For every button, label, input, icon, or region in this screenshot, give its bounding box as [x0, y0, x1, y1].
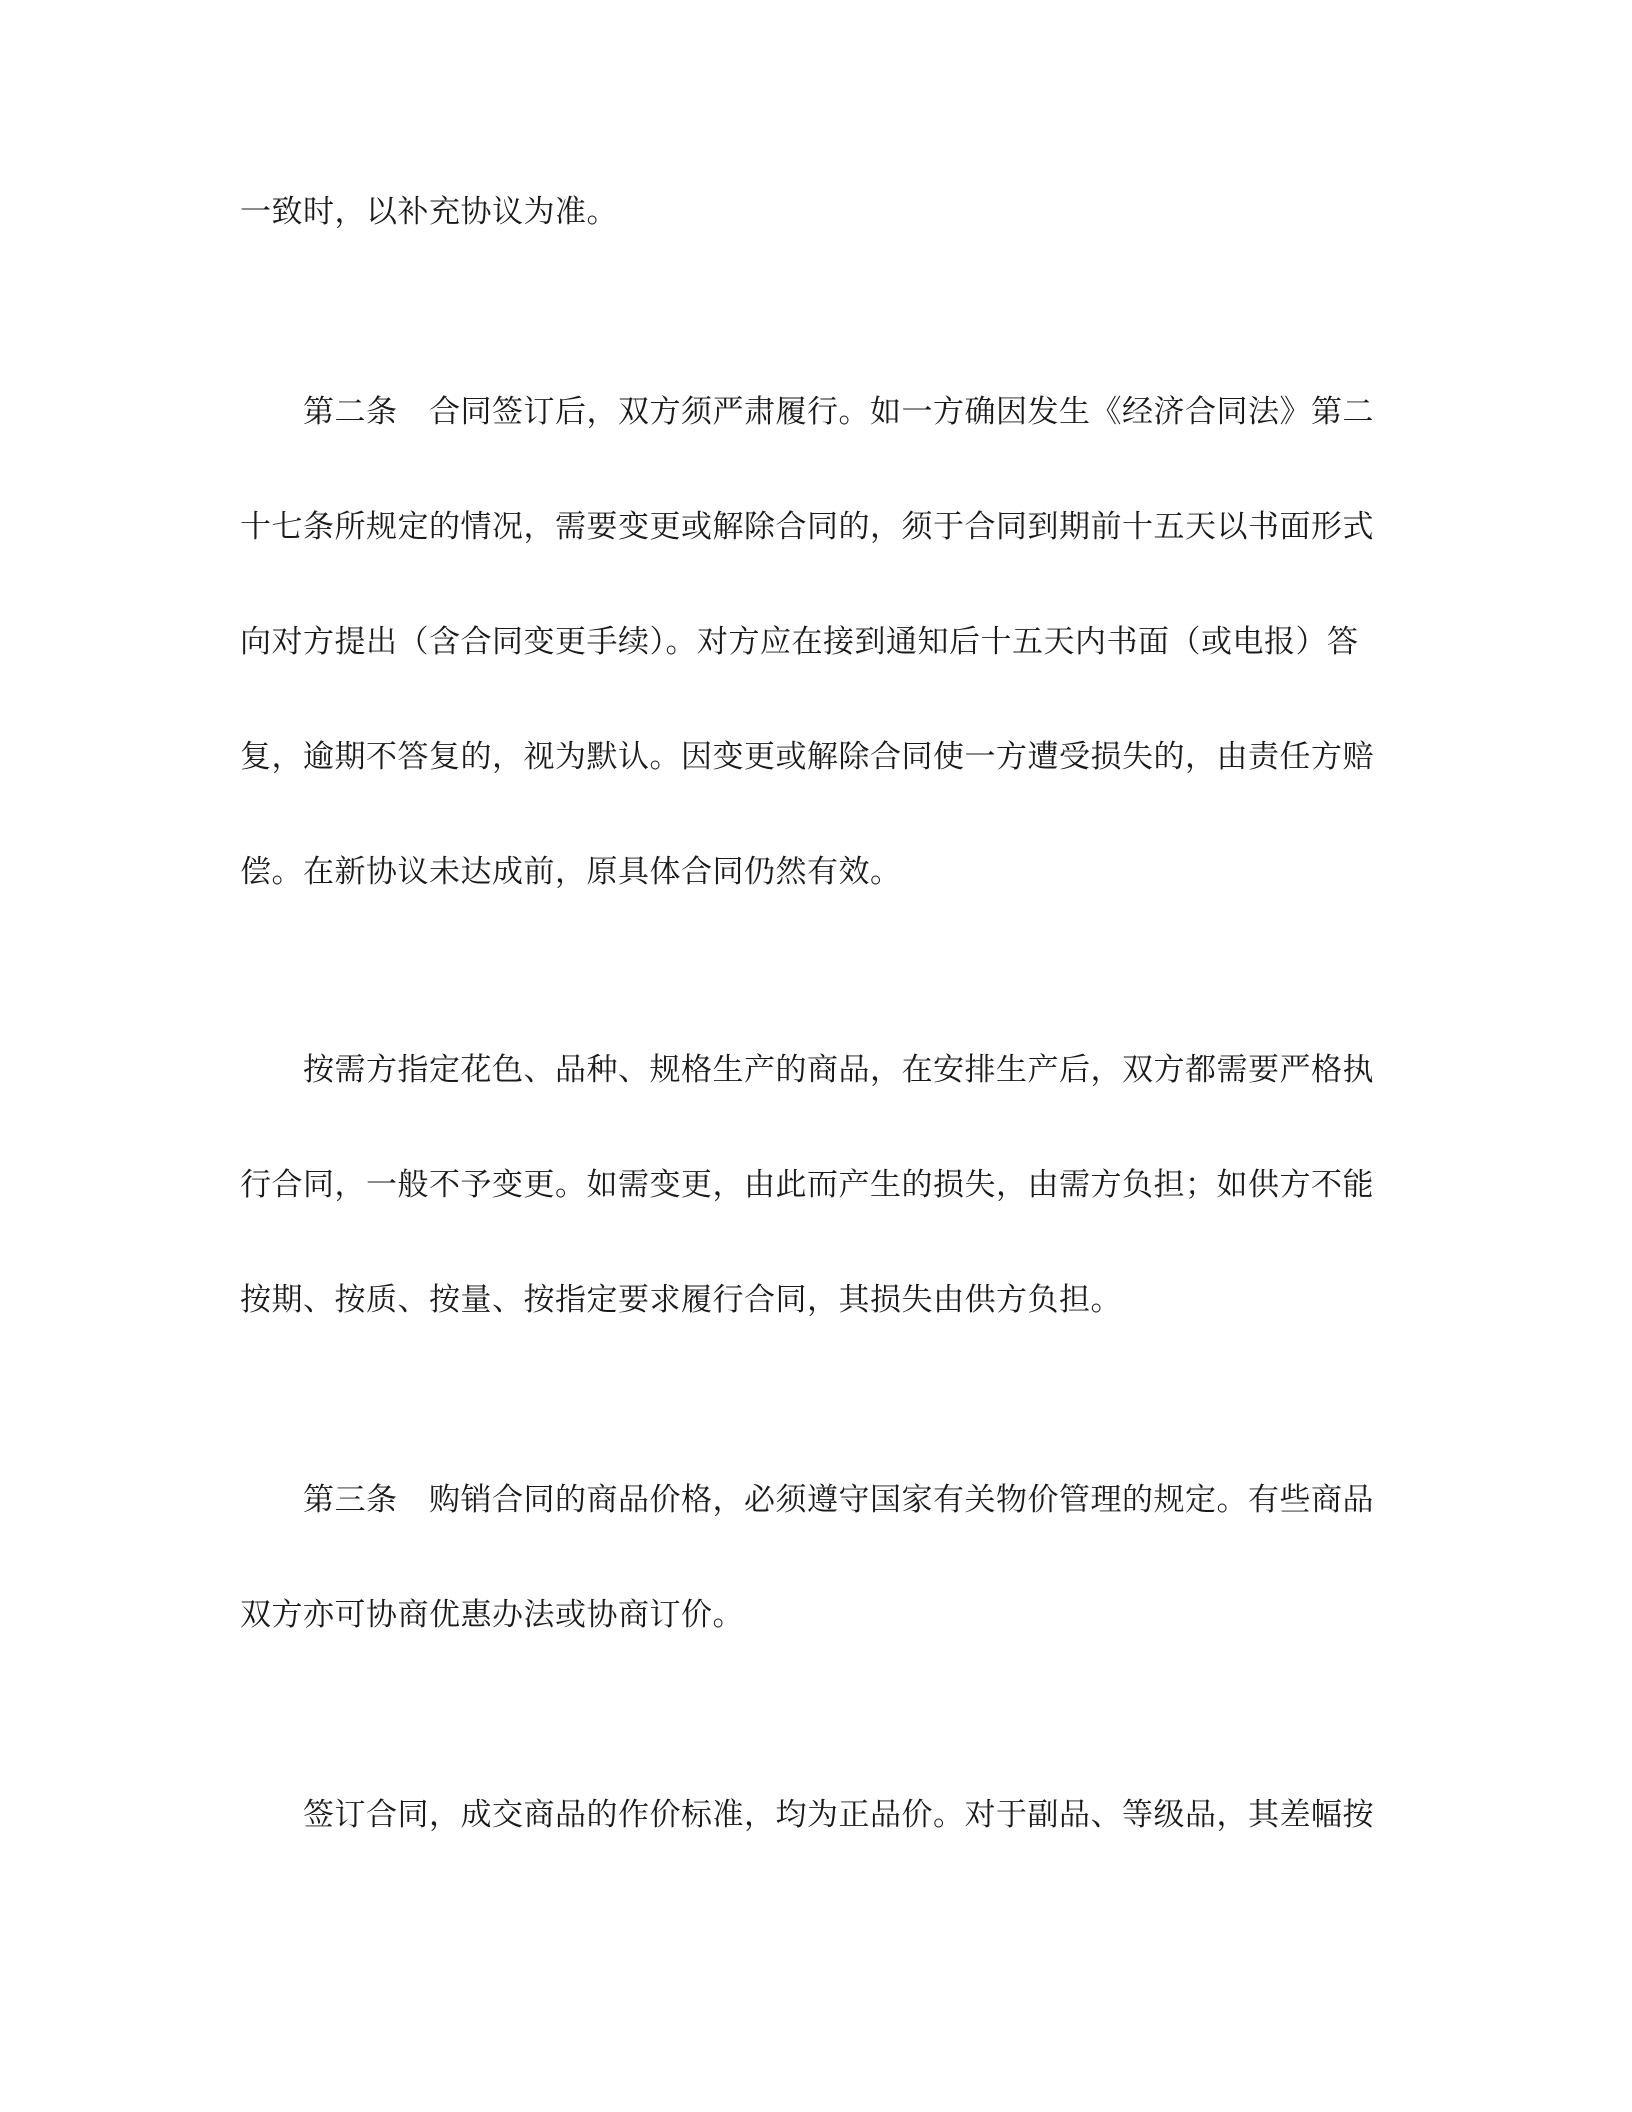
paragraph-pricing-standard [240, 1758, 1380, 1873]
paragraph-line: 一致时，以补充协议为准。 [240, 194, 618, 230]
paragraph-custom-production [240, 1013, 1380, 1358]
paragraph-line: 按期、按质、按量、按指定要求履行合同，其损失由供方负担。 [240, 1282, 1122, 1318]
paragraph-line: 第三条 购销合同的商品价格，必须遵守国家有关物价管理的规定。有些商品 [240, 1482, 1374, 1518]
paragraph-line: 复，逾期不答复的，视为默认。因变更或解除合同使一方遭受损失的，由责任方赔 [240, 739, 1374, 775]
paragraph-article-3 [240, 1443, 1380, 1673]
paragraph-line: 偿。在新协议未达成前，原具体合同仍然有效。 [240, 854, 902, 890]
paragraph-line: 十七条所规定的情况，需要变更或解除合同的，须于合同到期前十五天以书面形式 [240, 509, 1374, 545]
paragraph-1 [240, 155, 1380, 270]
paragraph-line: 双方亦可协商优惠办法或协商订价。 [240, 1597, 744, 1633]
paragraph-line: 行合同，一般不予变更。如需变更，由此而产生的损失，由需方负担；如供方不能 [240, 1167, 1374, 1203]
paragraph-line: 签订合同，成交商品的作价标准，均为正品价。对于副品、等级品，其差幅按 [240, 1797, 1374, 1833]
paragraph-article-2 [240, 355, 1380, 930]
paragraph-line: 按需方指定花色、品种、规格生产的商品，在安排生产后，双方都需要严格执 [240, 1052, 1374, 1088]
paragraph-line: 向对方提出（含合同变更手续）。对方应在接到通知后十五天内书面（或电报）答 [240, 624, 1359, 660]
paragraph-line: 第二条 合同签订后，双方须严肃履行。如一方确因发生《经济合同法》第二 [240, 394, 1374, 430]
